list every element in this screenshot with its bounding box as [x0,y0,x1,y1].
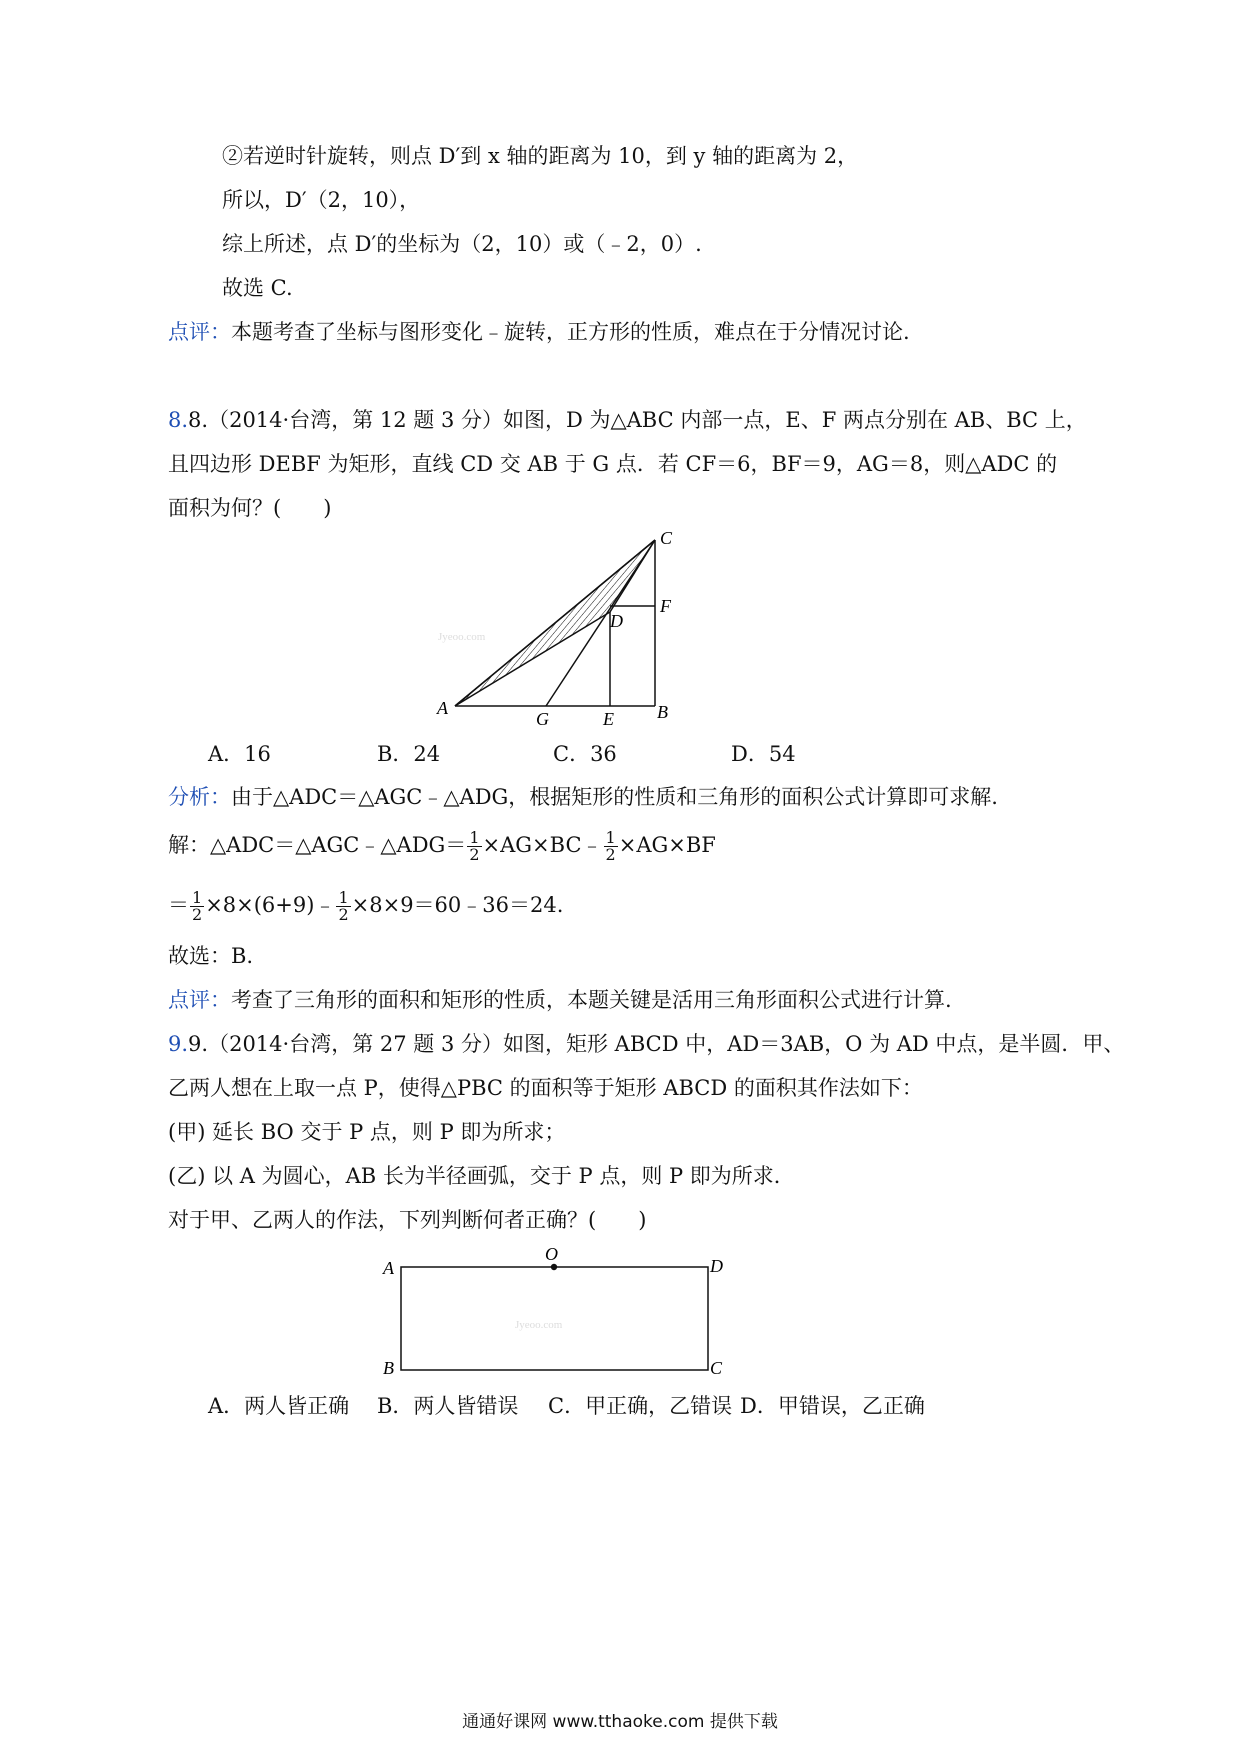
q8-line-1 [168,406,1087,434]
q8-line-2: 且四边形 DEBF 为矩形，直线 CD 交 AB 于 G 点．若 CF＝6，BF＝9，AG＝8，则△ADC 的 [168,452,1058,476]
q9-option-b: B．两人皆错误 [377,1394,519,1418]
fraction-half: $\frac{1}{2}$ [192,888,203,924]
prev-comment [168,318,910,346]
calc-mid: ×8×(6+9)﹣ [205,893,336,917]
comment-label: 点评： [168,320,231,344]
q8-option-b: B．24 [377,742,441,766]
solution-mid-2: ×AG×BF [618,833,716,857]
page-footer: 通通好课网 www.tthaoke.com 提供下载 [462,1712,778,1732]
label-g: G [536,709,549,729]
q8-analysis [168,783,998,811]
q9-line-5: 对于甲、乙两人的作法，下列判断何者正确？( ) [168,1208,647,1232]
label-d: D [610,611,623,631]
fraction-half: $\frac{1}{2}$ [469,828,480,864]
label-c: C [660,528,673,548]
label-a: A [383,1258,394,1278]
prev-solution-line-2: 所以，D′（2，10）， [222,188,421,212]
q8-option-d: D．54 [731,742,796,766]
q9-line-3: (甲) 延长 BO 交于 P 点，则 P 即为所求； [168,1120,566,1144]
label-d: D [710,1256,723,1276]
q8-line-3: 面积为何？( ) [168,496,332,520]
prev-solution-line-3: 综上所述，点 D′的坐标为（2，10）或（﹣2，0）. [222,232,702,256]
q9-number: 9. [168,1032,189,1056]
q9-option-d: D．甲错误，乙正确 [740,1394,925,1418]
label-o: O [545,1244,558,1264]
solution-mid-1: ×AG×BC﹣ [482,833,603,857]
q9-figure [375,1240,735,1385]
watermark: Jyeoo.com [515,1319,563,1331]
q9-option-c: C．甲正确，乙错误 [548,1394,733,1418]
fraction-half: $\frac{1}{2}$ [338,888,349,924]
label-f: F [660,596,671,616]
q8-figure [420,520,700,730]
q9-line-1-text: 9.（2014·台湾，第 27 题 3 分）如图，矩形 ABCD 中，AD＝3AB，O 为 AD 中点，是半圆．甲、 [188,1032,1125,1056]
calc-prefix: ＝ [168,893,189,917]
q8-option-a: A．16 [208,742,271,766]
q8-solution-line-1 [168,830,716,863]
comment-label: 点评： [168,988,231,1012]
q8-answer: 故选：B. [168,944,254,968]
solution-label: 解：△ADC＝△AGC﹣△ADG＝ [168,833,467,857]
prev-solution-line-4: 故选 C. [222,276,293,300]
segment-ac [455,540,655,706]
label-c: C [710,1358,723,1378]
watermark: Jyeoo.com [438,631,486,643]
comment-text: 本题考查了坐标与图形变化﹣旋转，正方形的性质，难点在于分情况讨论. [231,320,910,344]
comment-text: 考查了三角形的面积和矩形的性质，本题关键是活用三角形面积公式进行计算. [231,988,952,1012]
q8-number: 8. [168,408,189,432]
prev-solution-line-1: ②若逆时针旋转，则点 D′到 x 轴的距离为 10，到 y 轴的距离为 2， [222,144,859,168]
label-e: E [603,709,614,729]
q8-comment [168,986,952,1014]
q9-line-4: (乙) 以 A 为圆心，AB 长为半径画弧，交于 P 点，则 P 即为所求． [168,1164,795,1188]
q9-option-a: A．两人皆正确 [208,1394,350,1418]
label-b: B [657,702,668,722]
q8-solution-line-2 [168,890,563,923]
analysis-text: 由于△ADC＝△AGC﹣△ADG，根据矩形的性质和三角形的面积公式计算即可求解. [231,785,998,809]
q8-line-1-text: 8.（2014·台湾，第 12 题 3 分）如图，D 为△ABC 内部一点，E、F 两点分别在 AB、BC 上， [188,408,1087,432]
label-a: A [437,698,448,718]
calc-end: ×8×9＝60﹣36＝24. [351,893,564,917]
analysis-label: 分析： [168,785,231,809]
fraction-half: $\frac{1}{2}$ [605,828,616,864]
q9-line-2: 乙两人想在上取一点 P，使得△PBC 的面积等于矩形 ABCD 的面积其作法如下： [168,1076,923,1100]
point-o [551,1264,557,1270]
q8-option-c: C．36 [553,742,617,766]
q9-line-1 [168,1030,1124,1058]
label-b: B [383,1358,394,1378]
